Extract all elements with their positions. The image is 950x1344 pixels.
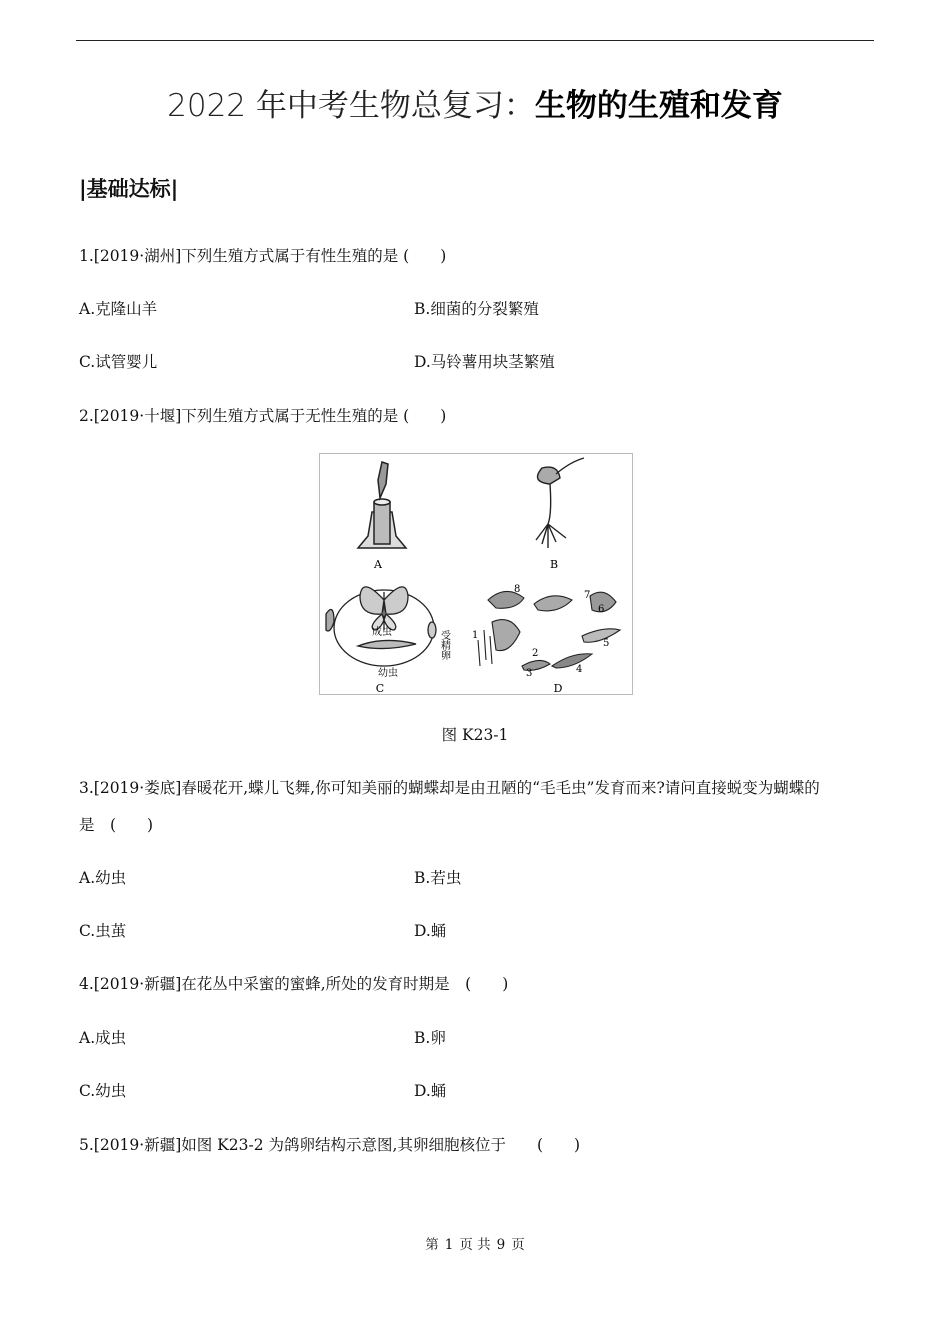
page-title (0, 84, 950, 128)
c-label-fertilized-egg: 受精卵 (438, 630, 450, 660)
d-number-2: 2 (532, 648, 539, 659)
d-number-4: 4 (576, 664, 583, 675)
footer-mid: 页 共 (459, 1237, 491, 1253)
panel-label-d: D (553, 682, 563, 694)
title-prefix: 2022 年中考生物总复习： (167, 88, 535, 124)
d-number-1: 1 (472, 630, 479, 641)
c-label-larva: 幼虫 (378, 668, 398, 679)
q3-option-c: C.虫茧 (79, 922, 127, 940)
panel-b-seedling (536, 458, 584, 548)
figure-caption: 图 K23-1 (441, 726, 509, 744)
footer-total-pages: 9 (496, 1237, 506, 1253)
question-1: 1.[2019·湖州]下列生殖方式属于有性生殖的是 ( ) (79, 247, 447, 265)
q4-option-a: A.成虫 (79, 1029, 127, 1047)
header-rule (76, 40, 874, 41)
c-label-adult: 成虫 (372, 627, 392, 638)
q4-option-d: D.蛹 (414, 1082, 447, 1100)
d-number-6: 6 (598, 604, 605, 615)
question-2: 2.[2019·十堰]下列生殖方式属于无性生殖的是 ( ) (79, 407, 447, 425)
q1-option-c: C.试管婴儿 (79, 353, 158, 371)
question-3-line-1: 3.[2019·娄底]春暖花开,蝶儿飞舞,你可知美丽的蝴蝶却是由丑陋的“毛毛虫”发育而来?请问直接蜕变为蝴蝶的 (79, 779, 820, 797)
q4-option-b: B.卵 (414, 1029, 446, 1047)
q1-option-d: D.马铃薯用块茎繁殖 (414, 353, 555, 371)
panel-a-grafting (358, 462, 406, 548)
q1-option-b: B.细菌的分裂繁殖 (414, 300, 539, 318)
figure-illustration (320, 454, 632, 694)
q3-option-d: D.蛹 (414, 922, 447, 940)
d-number-5: 5 (603, 638, 610, 649)
footer-page-number: 1 (444, 1237, 454, 1253)
panel-label-b: B (549, 558, 559, 571)
figure-k23-1 (319, 453, 633, 695)
d-number-7: 7 (584, 590, 591, 601)
question-3-line-2: 是 ( ) (79, 816, 154, 834)
title-main: 生物的生殖和发育 (534, 88, 783, 124)
page-footer (0, 1235, 950, 1255)
d-number-8: 8 (514, 584, 521, 595)
d-number-3: 3 (526, 668, 533, 679)
panel-label-c: C (375, 682, 385, 694)
footer-prefix: 第 (425, 1237, 439, 1253)
panel-label-a: A (374, 558, 382, 571)
q4-option-c: C.幼虫 (79, 1082, 127, 1100)
question-4: 4.[2019·新疆]在花丛中采蜜的蜜蜂,所处的发育时期是 ( ) (79, 975, 509, 993)
footer-suffix: 页 (511, 1237, 525, 1253)
question-5: 5.[2019·新疆]如图 K23-2 为鸽卵结构示意图,其卵细胞核位于 ( ) (79, 1136, 581, 1154)
q1-option-a: A.克隆山羊 (79, 300, 158, 318)
q3-option-b: B.若虫 (414, 869, 462, 887)
q3-option-a: A.幼虫 (79, 869, 127, 887)
section-heading: |基础达标| (79, 177, 179, 201)
